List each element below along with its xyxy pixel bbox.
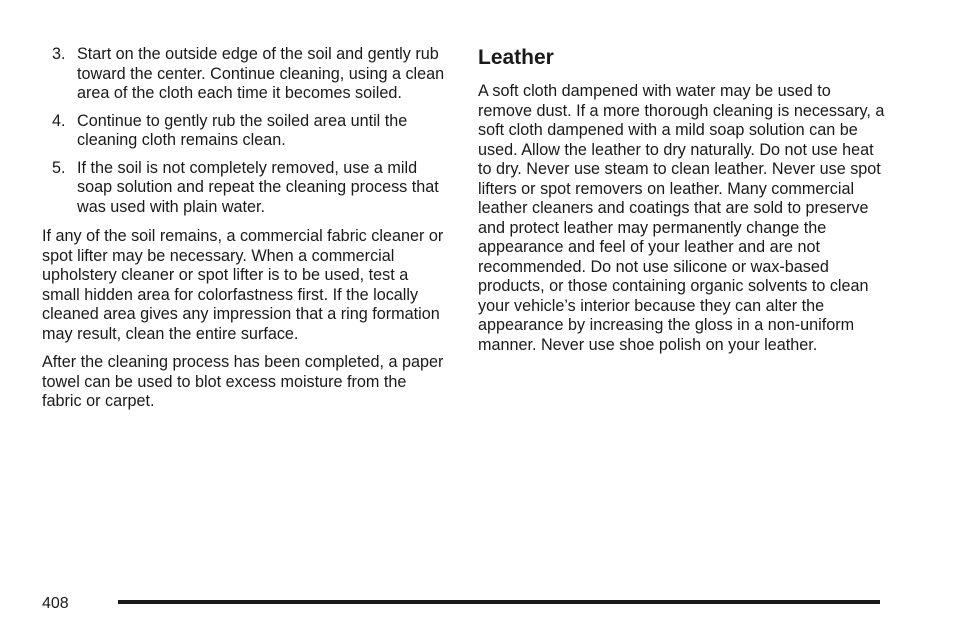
step-text: Continue to gently rub the soiled area until the cleaning cloth remains clean. [77,111,408,149]
right-column [478,45,888,364]
step-5 [42,159,450,218]
step-number: 5. [52,158,66,177]
footer-rule [118,600,880,604]
section-heading-leather: Leather [478,46,554,69]
step-number: 4. [52,111,66,130]
step-number: 3. [52,45,66,63]
step-text: Start on the outside edge of the soil and gently rub toward the center. Continue cleaning, using a clean area of the cloth each time it becomes soiled. [77,45,445,102]
page-number: 408 [42,595,69,612]
leather-body-paragraph: A soft cloth dampened with water may be used to remove dust. If a more thorough cleaning is necessary, a soft cloth dampened with a mild soap solution can be used. Allow the leather to dry naturally. Do not use heat to dry. Never use steam to clean leather. Never use spot lifters or spot removers on leather. Many commercial leather cleaners and coatings that are sold to preserve and protect leather may permanently change the appearance and feel of your leather and are not recommended. Do not use silicone or wax-based products, or those containing organic solvents to clean your vehicle’s interior because they can alter the appearance by increasing the gloss in a non-uniform manner. Never use shoe polish on your leather. [478,82,885,354]
left-column [42,45,450,421]
fabric-cleaner-paragraph: If any of the soil remains, a commercial fabric cleaner or spot lifter may be necessary. When a commercial upholstery cleaner or spot lifter is to be used, test a small hidden area for colorfastness first. If the locally cleaned area gives any impression that a ring formation may result, clean the entire surface. [42,227,444,343]
cleaning-steps-list [42,45,450,217]
blot-moisture-paragraph: After the cleaning process has been completed, a paper towel can be used to blot excess moisture from the fabric or carpet. [42,353,444,410]
step-text: If the soil is not completely removed, use a mild soap solution and repeat the cleaning process that was used with plain water. [77,158,439,216]
step-4 [42,112,450,151]
step-3 [42,45,450,104]
